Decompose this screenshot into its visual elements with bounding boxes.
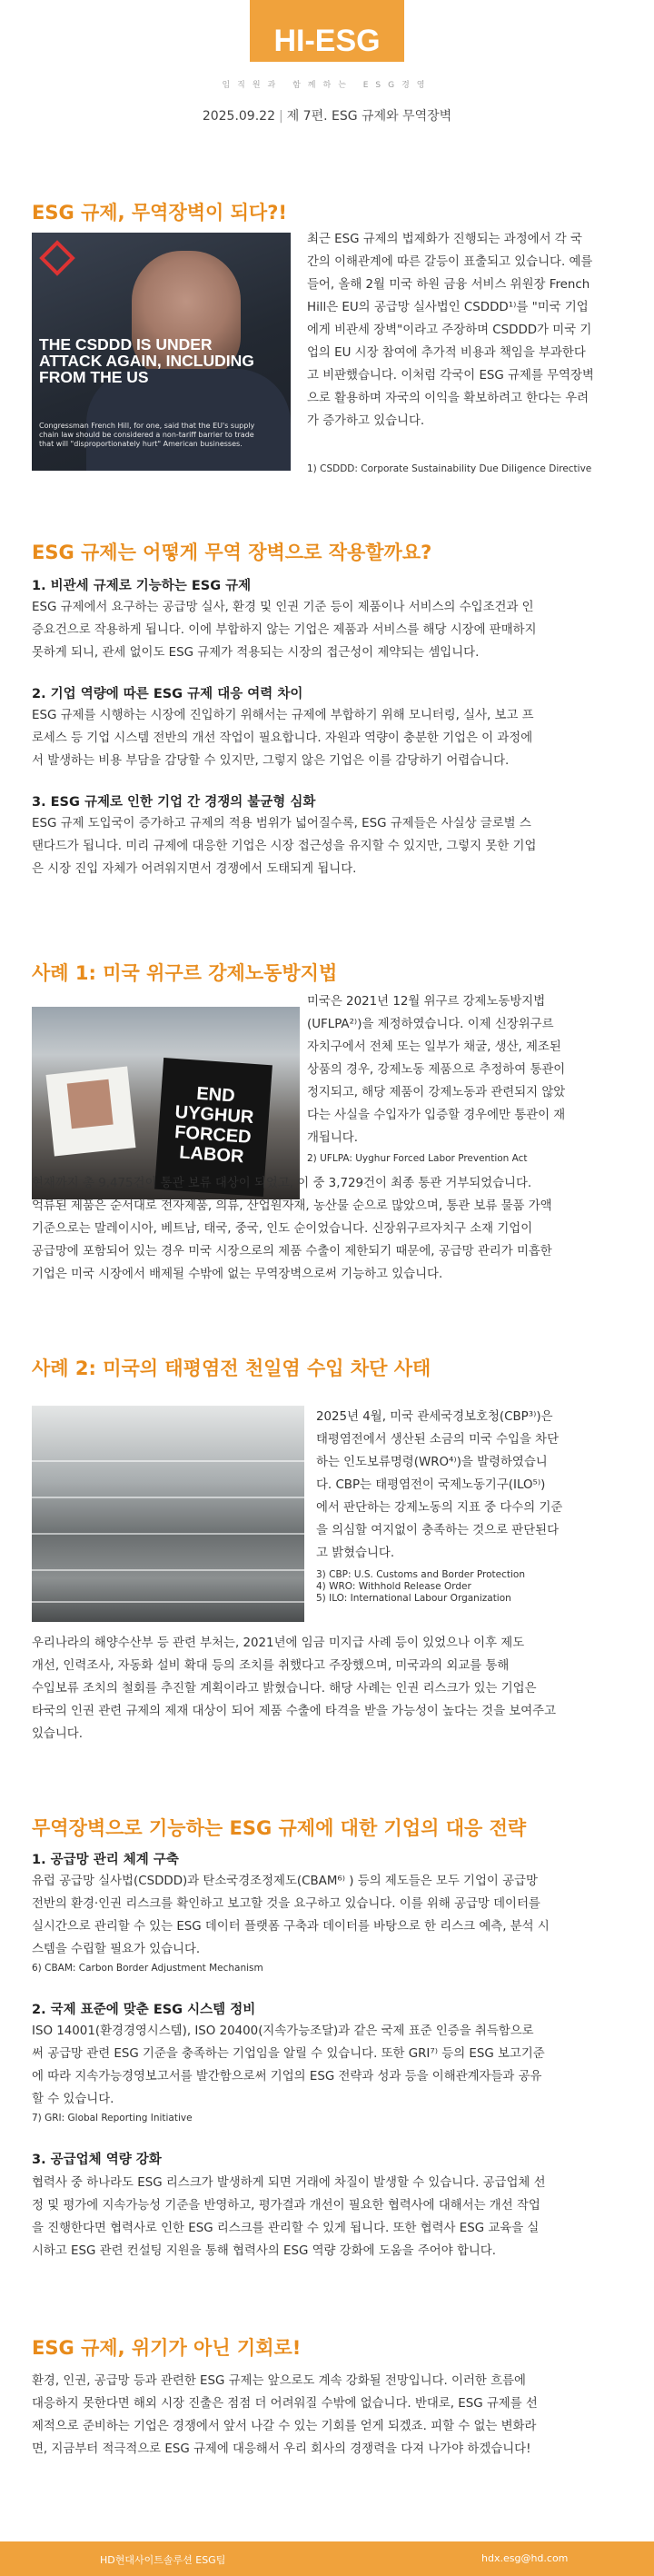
section1-footnote: 1) CSDDD: Corporate Sustainability Due Diligence Directive <box>307 463 592 474</box>
section5-title: 무역장벽으로 기능하는 ESG 규제에 대한 기업의 대응 전략 <box>32 1817 527 1839</box>
section2-item1-heading: 1. 비관세 규제로 기능하는 ESG 규제 <box>32 579 252 593</box>
section2-item2-heading: 2. 기업 역량에 따른 ESG 규제 대응 여력 차이 <box>32 687 303 701</box>
section4-footnotes: 3) CBP: U.S. Customs and Border Protection 4) WRO: Withhold Release Order 5) ILO: International Labour Organization <box>316 1569 526 1604</box>
newsletter-footer <box>0 2541 654 2576</box>
french-hill-image <box>32 233 291 471</box>
hi-esg-logo <box>250 0 404 62</box>
salt-farm-image <box>32 1406 304 1622</box>
section2-title: ESG 규제는 어떻게 무역 장벽으로 작용할까요? <box>32 542 432 563</box>
section5-item1-footnote: 6) CBAM: Carbon Border Adjustment Mechanism <box>32 1963 263 1974</box>
section5-item1-heading: 1. 공급망 관리 체계 구축 <box>32 1853 179 1867</box>
section2-item3-body: ESG 규제 도입국이 증가하고 규제의 적용 범위가 넓어질수록, ESG 규제들은 사실상 글로벌 스 탠다드가 됩니다. 미리 규제에 대응한 기업은 시장 접근성을 유지할 수 있지만, 그렇지 못한 기업 은 시장 진입 자체가 어려워지면서 경쟁에서 도태되게 됩니다. <box>32 817 537 876</box>
newsletter-header <box>0 0 654 136</box>
tagline: 임직원과 함께하는 ESG경영 <box>222 81 432 90</box>
section3-side-body: 미국은 2021년 12월 위구르 강제노동방지법 (UFLPA²⁾)을 제정하였습니다. 이제 신장위구르 자치구에서 전체 또는 일부가 채굴, 생산, 제조된 상품의 경우, 강제노동 제품으로 추정하여 통관이 정지되고, 해당 제품이 강제노동과 관련되지 않았 다는 사실을 수입자가 입증할 경우에만 통관이 재 개됩니다. <box>307 995 566 1145</box>
section1-title: ESG 규제, 무역장벽이 되다?! <box>32 202 287 224</box>
section5-item3-heading: 3. 공급업체 역량 강화 <box>32 2153 162 2167</box>
section3-title: 사례 1: 미국 위구르 강제노동방지법 <box>32 962 338 984</box>
section5-item2-body: ISO 14001(환경경영시스템), ISO 20400(지속가능조달)과 같은 국제 표준 인증을 취득함으로 써 공급망 관련 ESG 기준을 충족하는 기업임을 알릴 수 있습니다. 또한 GRI⁷⁾ 등의 ESG 보고기준 에 따라 지속가능경영보고서를 발간함으로써 기업의 ESG 전략과 성과 등을 이해관계자들과 공유 할 수 있습니다. <box>32 2024 545 2106</box>
protest-sign-text: END UYGHUR FORCED LABOR <box>173 1083 254 1168</box>
section2-item1-body: ESG 규제에서 요구하는 공급망 실사, 환경 및 인권 기준 등이 제품이나 서비스의 수입조건과 인 증요건으로 작용하게 됩니다. 이에 부합하지 않는 기업은 제품과 서비스를 해당 시장에 판매하지 못하게 되니, 관세 없이도 ESG 규제가 적용되는 시장의 접근성이 제약되는 셈입니다. <box>32 601 537 660</box>
news-logo-icon <box>39 240 75 276</box>
uyghur-protest-image <box>32 1007 300 1199</box>
section1-body: 최근 ESG 규제의 법제화가 진행되는 과정에서 각 국 간의 이해관계에 따른 갈등이 표출되고 있습니다. 예를 들어, 올해 2월 미국 하원 금융 서비스 위원장 French Hill은 EU의 공급망 실사법인 CSDDD¹⁾를 "미국 기업 에게 비관세 장벽"이라고 주장하며 CSDDD가 미국 기 업의 EU 시장 참여에 추가적 비용과 책임을 부과한다 고 비판했습니다. 이처럼 각국이 ESG 규제를 무역장벽 으로 활용하며 자국의 이익을 확보하려고 한다는 우려 가 증가하고 있습니다. <box>307 233 594 428</box>
logo-text: HI-ESG <box>273 24 381 58</box>
dateline: 2025.09.22 | 제 7편. ESG 규제와 무역장벽 <box>202 109 452 124</box>
section6-title: ESG 규제, 위기가 아닌 기회로! <box>32 2337 302 2359</box>
footer-team: HD현대사이트솔루션 ESG팀 <box>100 2554 226 2566</box>
issue-title: 제 7편. ESG 규제와 무역장벽 <box>286 109 452 124</box>
section5-item2-footnote: 7) GRI: Global Reporting Initiative <box>32 2113 193 2123</box>
section4-side-body: 2025년 4월, 미국 관세국경보호청(CBP³⁾)은 태평염전에서 생산된 소금의 미국 수입을 차단 하는 인도보류명령(WRO⁴⁾)을 발령하였습니 다. CBP는 태평염전이 국제노동기구(ILO⁵⁾) 에서 판단하는 강제노동의 지표 중 다수의 기준 을 의심할 여지없이 충족하는 것으로 판단된다 고 밝혔습니다. <box>316 1410 563 1560</box>
section3-footnote: 2) UFLPA: Uyghur Forced Labor Prevention Act <box>307 1153 528 1164</box>
issue-date: 2025.09.22 <box>202 109 275 124</box>
section5-item3-body: 협력사 중 하나라도 ESG 리스크가 발생하게 되면 거래에 차질이 발생할 수 있습니다. 공급업체 선 정 및 평가에 지속가능성 기준을 반영하고, 평가결과 개선이 필요한 협력사에 대해서는 개선 작업 을 진행한다면 협력사로 인한 ESG 리스크를 관리할 수 있게 됩니다. 또한 협력사 ESG 교육을 실 시하고 ESG 관련 컨설팅 지원을 통해 협력사의 ESG 역량 강화에 도움을 주어야 합니다. <box>32 2176 546 2258</box>
section4-full-body: 우리나라의 해양수산부 등 관련 부처는, 2021년에 임금 미지급 사례 등이 있었으나 이후 제도 개선, 인력조사, 자동화 설비 확대 등의 조치를 취했다고 주장했으며, 미국과의 외교를 통해 수입보류 조치의 철회를 추진할 계획이라고 밝혔습니다. 해당 사례는 인권 리스크가 있는 기업은 타국의 인권 관련 규제의 제재 대상이 되어 제품 수출에 타격을 받을 가능성이 높다는 것을 보여주고 있습니다. <box>32 1636 557 1741</box>
section6-body: 환경, 인권, 공급망 등과 관련한 ESG 규제는 앞으로도 계속 강화될 전망입니다. 이러한 흐름에 대응하지 못한다면 해외 시장 진출은 점점 더 어려워질 수밖에 없습니다. 반대로, ESG 규제를 선 제적으로 준비하는 기업은 경쟁에서 앞서 나갈 수 있는 기회를 얻게 되겠죠. 피할 수 없는 변화라 면, 지금부터 적극적으로 ESG 규제에 대응해서 우리 회사의 경쟁력을 다져 나가야 하겠습니다! <box>32 2374 538 2456</box>
image-subcaption: Congressman French Hill, for one, said that the EU's supply chain law should be considered a non-tariff barrier to trade that will "disproportionately hurt" American businesses. <box>39 422 255 448</box>
section2-item3-heading: 3. ESG 규제로 인한 기업 간 경쟁의 불균형 심화 <box>32 795 316 810</box>
image-headline: THE CSDDD IS UNDER ATTACK AGAIN, INCLUDING FROM THE US <box>39 335 254 386</box>
section5-item2-heading: 2. 국제 표준에 맞춘 ESG 시스템 정비 <box>32 2003 256 2017</box>
section2-item2-body: ESG 규제를 시행하는 시장에 진입하기 위해서는 규제에 부합하기 위해 모니터링, 실사, 보고 프 로세스 등 기업 시스템 전반의 개선 작업이 필요합니다. 자원과 역량이 충분한 기업은 이 과정에 서 발생하는 비용 부담을 감당할 수 있지만, 그렇지 않은 기업은 이를 감당하기 어렵습니다. <box>32 709 534 768</box>
section4-title: 사례 2: 미국의 태평염전 천일염 수입 차단 사태 <box>32 1358 431 1379</box>
section3-full-body: 현재까지 총 9,475건이 통관 보류 대상이 되었고, 이 중 3,729건이 최종 통관 거부되었습니다. 억류된 제품은 순서대로 전자제품, 의류, 산업원자재, 농산물 순으로 많았으며, 통관 보류 물품 가액 기준으로는 말레이시아, 베트남, 태국, 중국, 인도 순이었습니다. 신장위구르자치구 소재 기업이 공급망에 포함되어 있는 경우 미국 시장으로의 제품 수출이 제한되기 때문에, 공급망 관리가 미흡한 기업은 미국 시장에서 배제될 수밖에 없는 무역장벽으로써 기능하고 있습니다. <box>32 1177 552 1281</box>
footer-email-link[interactable]: hdx.esg@hd.com <box>481 2552 569 2564</box>
section5-item1-body: 유럽 공급망 실사법(CSDDD)과 탄소국경조정제도(CBAM⁶⁾ ) 등의 제도들은 모두 기업이 공급망 전반의 환경·인권 리스크를 확인하고 보고할 것을 요구하고 있습니다. 이를 위해 공급망 데이터를 실시간으로 관리할 수 있는 ESG 데이터 플랫폼 구축과 데이터를 바탕으로 한 리스크 예측, 분석 시 스템을 수립할 필요가 있습니다. <box>32 1875 550 1956</box>
